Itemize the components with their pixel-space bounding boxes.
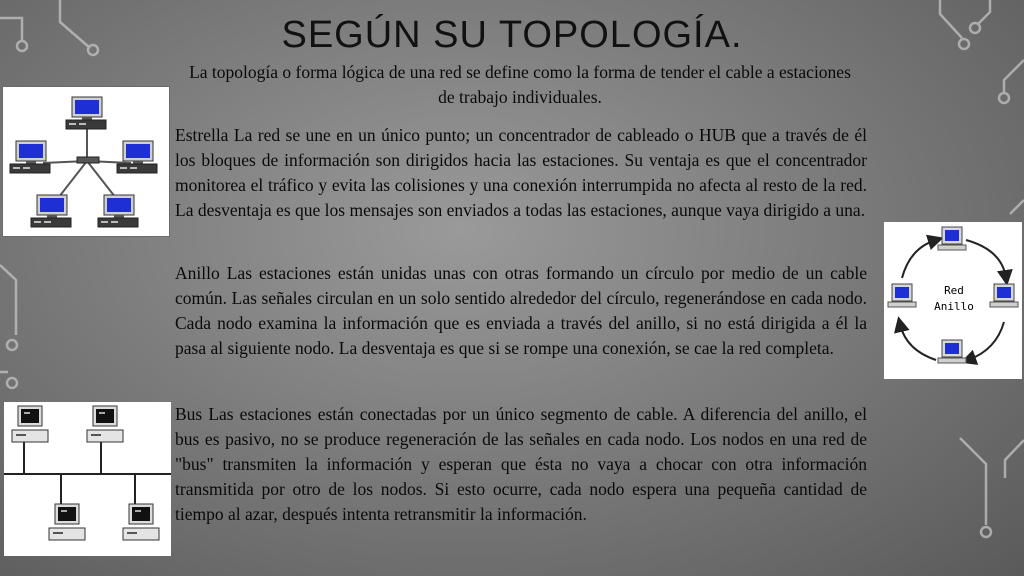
ring-section (175, 261, 867, 361)
bus-description: Las estaciones están conectadas por un único segmento de cable. A diferencia del anillo, el bus es pasivo, no se produce regeneración de las señales en cada nodo. Los nodos en una red de "bus" transmiten la información y esperan que ésta no vaya a chocar con otra información transmitida por otro de los nodos. Si esto ocurre, cada nodo espera una pequeña cantidad de tiempo al azar, después intenta retransmitir la información. (175, 404, 867, 524)
star-term: Estrella (175, 125, 229, 145)
computer-icon (938, 227, 966, 250)
star-description: La red se une en un único punto; un concentrador de cableado o HUB que a través de él los bloques de información son dirigidos hacia las estaciones. Su ventaja es que el concentrador monitorea el tráfico y evita las colisiones y una conexión interrumpida no afecta al resto de la red. La desventaja es que los mensajes son enviados a todas las estaciones, aunque vaya dirigido a una. (175, 125, 867, 220)
slide-title: SEGÚN SU TOPOLOGÍA. (281, 14, 743, 56)
computer-icon (66, 97, 106, 129)
computer-icon (990, 284, 1018, 307)
computer-icon (888, 284, 916, 307)
ring-description: Las estaciones están unidas unas con otras formando un círculo por medio de un cable común. Las señales circulan en un solo sentido alrededor del círculo, regenerándose en cada nodo. Cada nodo examina la información que es enviada a través del anillo, si no está dirigida a él la pasa al siguiente nodo. La desventaja es que si se rompe una conexión, se cae la red completa. (175, 263, 867, 358)
bus-section (175, 402, 867, 527)
bus-topology-diagram (4, 402, 171, 556)
bus-term: Bus (175, 404, 203, 424)
computer-icon (10, 141, 50, 173)
star-section (175, 123, 867, 223)
computer-icon (117, 141, 157, 173)
computer-icon (12, 406, 48, 442)
computer-icon (98, 195, 138, 227)
computer-icon (31, 195, 71, 227)
star-topology-diagram (2, 86, 170, 237)
ring-label-line2: Anillo (934, 300, 974, 313)
ring-topology-diagram (884, 222, 1022, 379)
intro-text: La topología o forma lógica de una red se define como la forma de tender el cable a estaciones de trabajo individuales. (189, 62, 851, 107)
ring-label-line1: Red (944, 284, 964, 297)
computer-icon (938, 340, 966, 363)
computer-icon (49, 504, 85, 540)
computer-icon (87, 406, 123, 442)
computer-icon (123, 504, 159, 540)
ring-term: Anillo (175, 263, 220, 283)
